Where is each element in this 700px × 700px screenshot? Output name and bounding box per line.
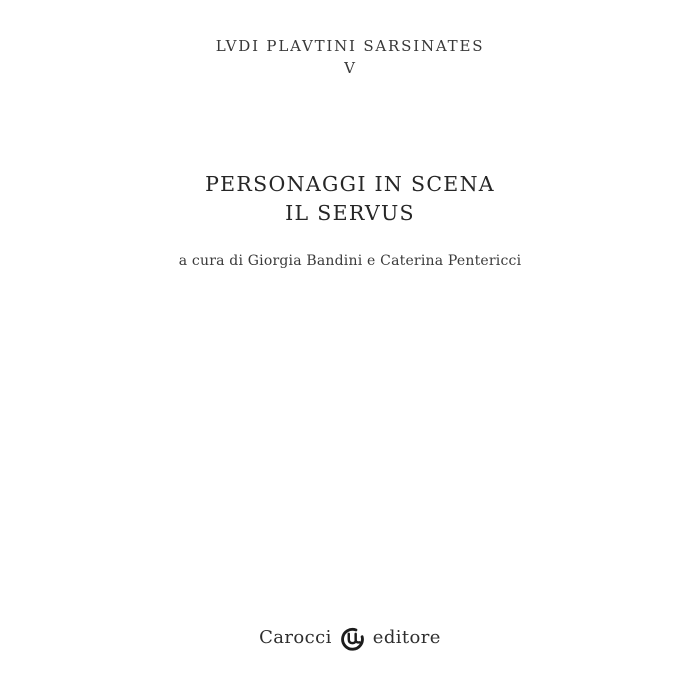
publisher-suffix: editore [372, 626, 441, 648]
carocci-cu-monogram-icon [339, 625, 366, 652]
publisher-imprint [0, 620, 700, 654]
logo-u-tail [355, 634, 359, 643]
logo-outer-ring [342, 629, 362, 649]
series-volume-number: V [344, 59, 356, 77]
book-subtitle: IL SERVUS [285, 201, 415, 225]
book-title: PERSONAGGI IN SCENA [205, 172, 495, 196]
series-title: LVDI PLAVTINI SARSINATES [215, 37, 485, 55]
publisher-name: Carocci [259, 626, 332, 648]
editors-byline: a cura di Giorgia Bandini e Caterina Pentericci [178, 253, 522, 269]
